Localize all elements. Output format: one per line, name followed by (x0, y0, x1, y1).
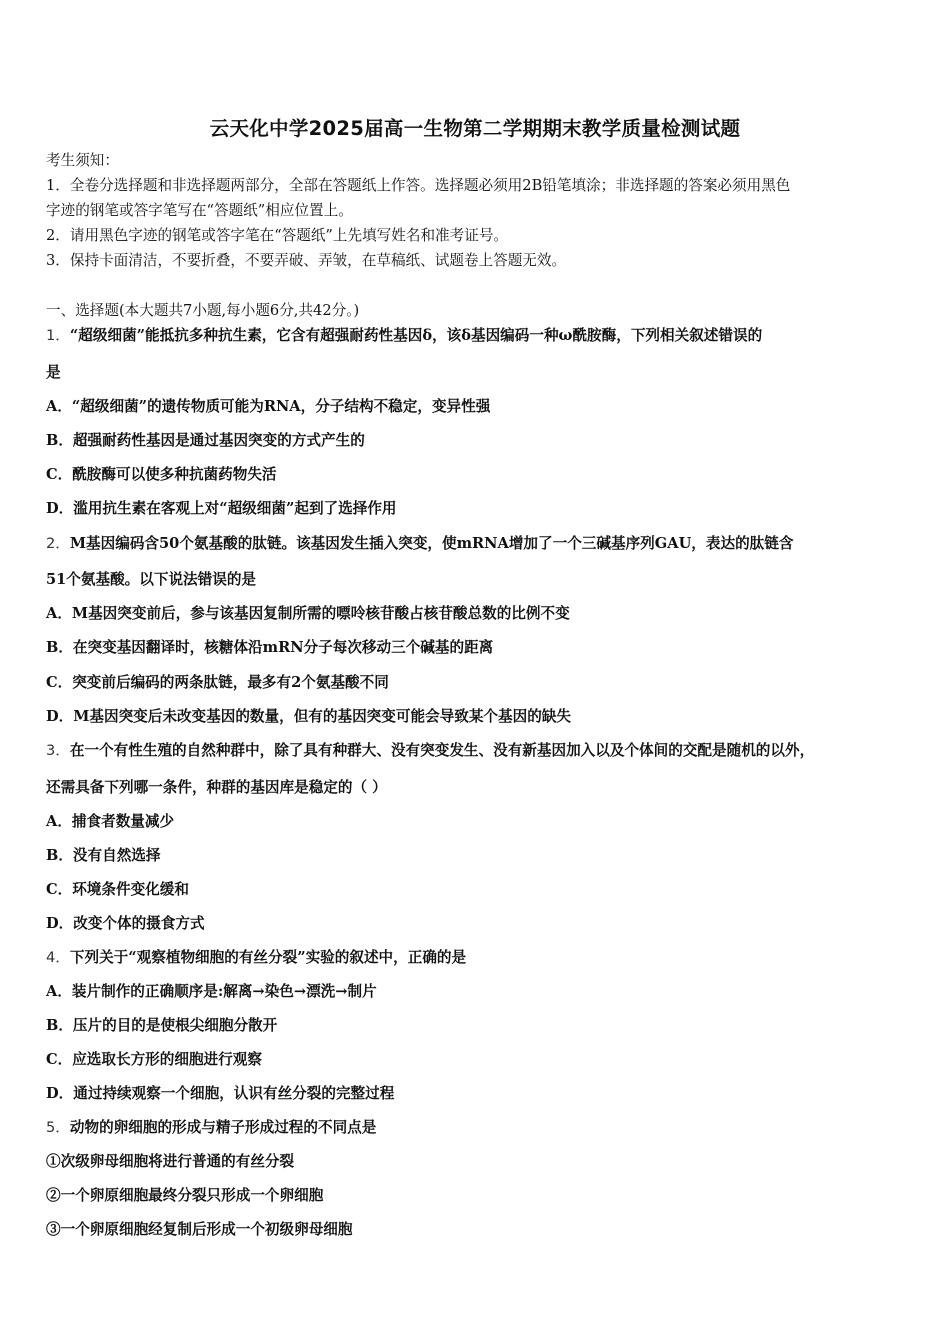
answer-option: B．没有自然选择 (46, 847, 161, 864)
answer-option: C．酰胺酶可以使多种抗菌药物失活 (46, 466, 277, 483)
answer-option: D．通过持续观察一个细胞，认识有丝分裂的完整过程 (46, 1085, 395, 1102)
question-number: 2． (46, 535, 70, 552)
answer-option: ③一个卵原细胞经复制后形成一个初级卵母细胞 (46, 1221, 353, 1238)
question-number: 5． (46, 1119, 70, 1136)
question-stem: 5．动物的卵细胞的形成与精子形成过程的不同点是 (46, 1119, 377, 1136)
answer-option: D．M基因突变后未改变基因的数量，但有的基因突变可能会导致某个基因的缺失 (46, 708, 572, 725)
page-title: 云天化中学2025届高一生物第二学期期末教学质量检测试题 (209, 117, 741, 140)
notice-line: 2．请用黑色字迹的钢笔或答字笔在“答题纸”上先填写姓名和准考证号。 (46, 227, 509, 244)
answer-option: C．突变前后编码的两条肽链，最多有2个氨基酸不同 (46, 674, 389, 691)
answer-option: B．压片的目的是使根尖细胞分散开 (46, 1017, 278, 1034)
question-stem: 2．M基因编码含50个氨基酸的肽链。该基因发生插入突变，使mRNA增加了一个三碱基序列GAU，表达的肽链含 (46, 535, 794, 552)
question-number: 3． (46, 742, 70, 759)
answer-option: D．滥用抗生素在客观上对“超级细菌”起到了选择作用 (46, 500, 397, 517)
answer-option: ②一个卵原细胞最终分裂只形成一个卵细胞 (46, 1187, 324, 1204)
question-stem-continuation: 是 (46, 364, 61, 381)
notice-line: 3．保持卡面清洁，不要折叠，不要弄破、弄皱，在草稿纸、试题卷上答题无效。 (46, 252, 567, 269)
notice-line: 字迹的钢笔或答字笔写在“答题纸”相应位置上。 (46, 202, 353, 219)
answer-option: ①次级卵母细胞将进行普通的有丝分裂 (46, 1153, 295, 1170)
answer-option: A．捕食者数量减少 (46, 813, 175, 830)
notice-heading: 考生须知： (46, 152, 119, 169)
question-stem-continuation: 还需具备下列哪一条件，种群的基因库是稳定的（ ） (46, 779, 387, 796)
question-stem-continuation: 51个氨基酸。以下说法错误的是 (46, 571, 257, 588)
question-stem: 1．“超级细菌”能抵抗多种抗生素，它含有超强耐药性基因δ，该δ基因编码一种ω酰胺酶，下列相关叙述错误的 (46, 327, 763, 344)
question-number: 1． (46, 327, 70, 344)
question-stem: 4．下列关于“观察植物细胞的有丝分裂”实验的叙述中，正确的是 (46, 949, 467, 966)
answer-option: A．装片制作的正确顺序是:解离→染色→漂洗→制片 (46, 983, 377, 1000)
answer-option: A．M基因突变前后，参与该基因复制所需的嘌呤核苷酸占核苷酸总数的比例不变 (46, 605, 570, 622)
notice-line: 1．全卷分选择题和非选择题两部分，全部在答题纸上作答。选择题必须用2B铅笔填涂；非选择题的答案必须用黑色 (46, 177, 791, 194)
answer-option: A．“超级细菌”的遗传物质可能为RNA，分子结构不稳定，变异性强 (46, 398, 491, 415)
answer-option: D．改变个体的摄食方式 (46, 915, 205, 932)
answer-option: B．在突变基因翻译时，核糖体沿mRN分子每次移动三个碱基的距离 (46, 639, 494, 656)
question-number: 4． (46, 949, 70, 966)
section-heading: 一、选择题(本大题共7小题,每小题6分,共42分。) (46, 302, 360, 319)
answer-option: B．超强耐药性基因是通过基因突变的方式产生的 (46, 432, 365, 449)
answer-option: C．环境条件变化缓和 (46, 881, 189, 898)
answer-option: C．应选取长方形的细胞进行观察 (46, 1051, 262, 1068)
question-stem: 3．在一个有性生殖的自然种群中，除了具有种群大、没有突变发生、没有新基因加入以及个体间的交配是随机的以外， (46, 742, 815, 759)
